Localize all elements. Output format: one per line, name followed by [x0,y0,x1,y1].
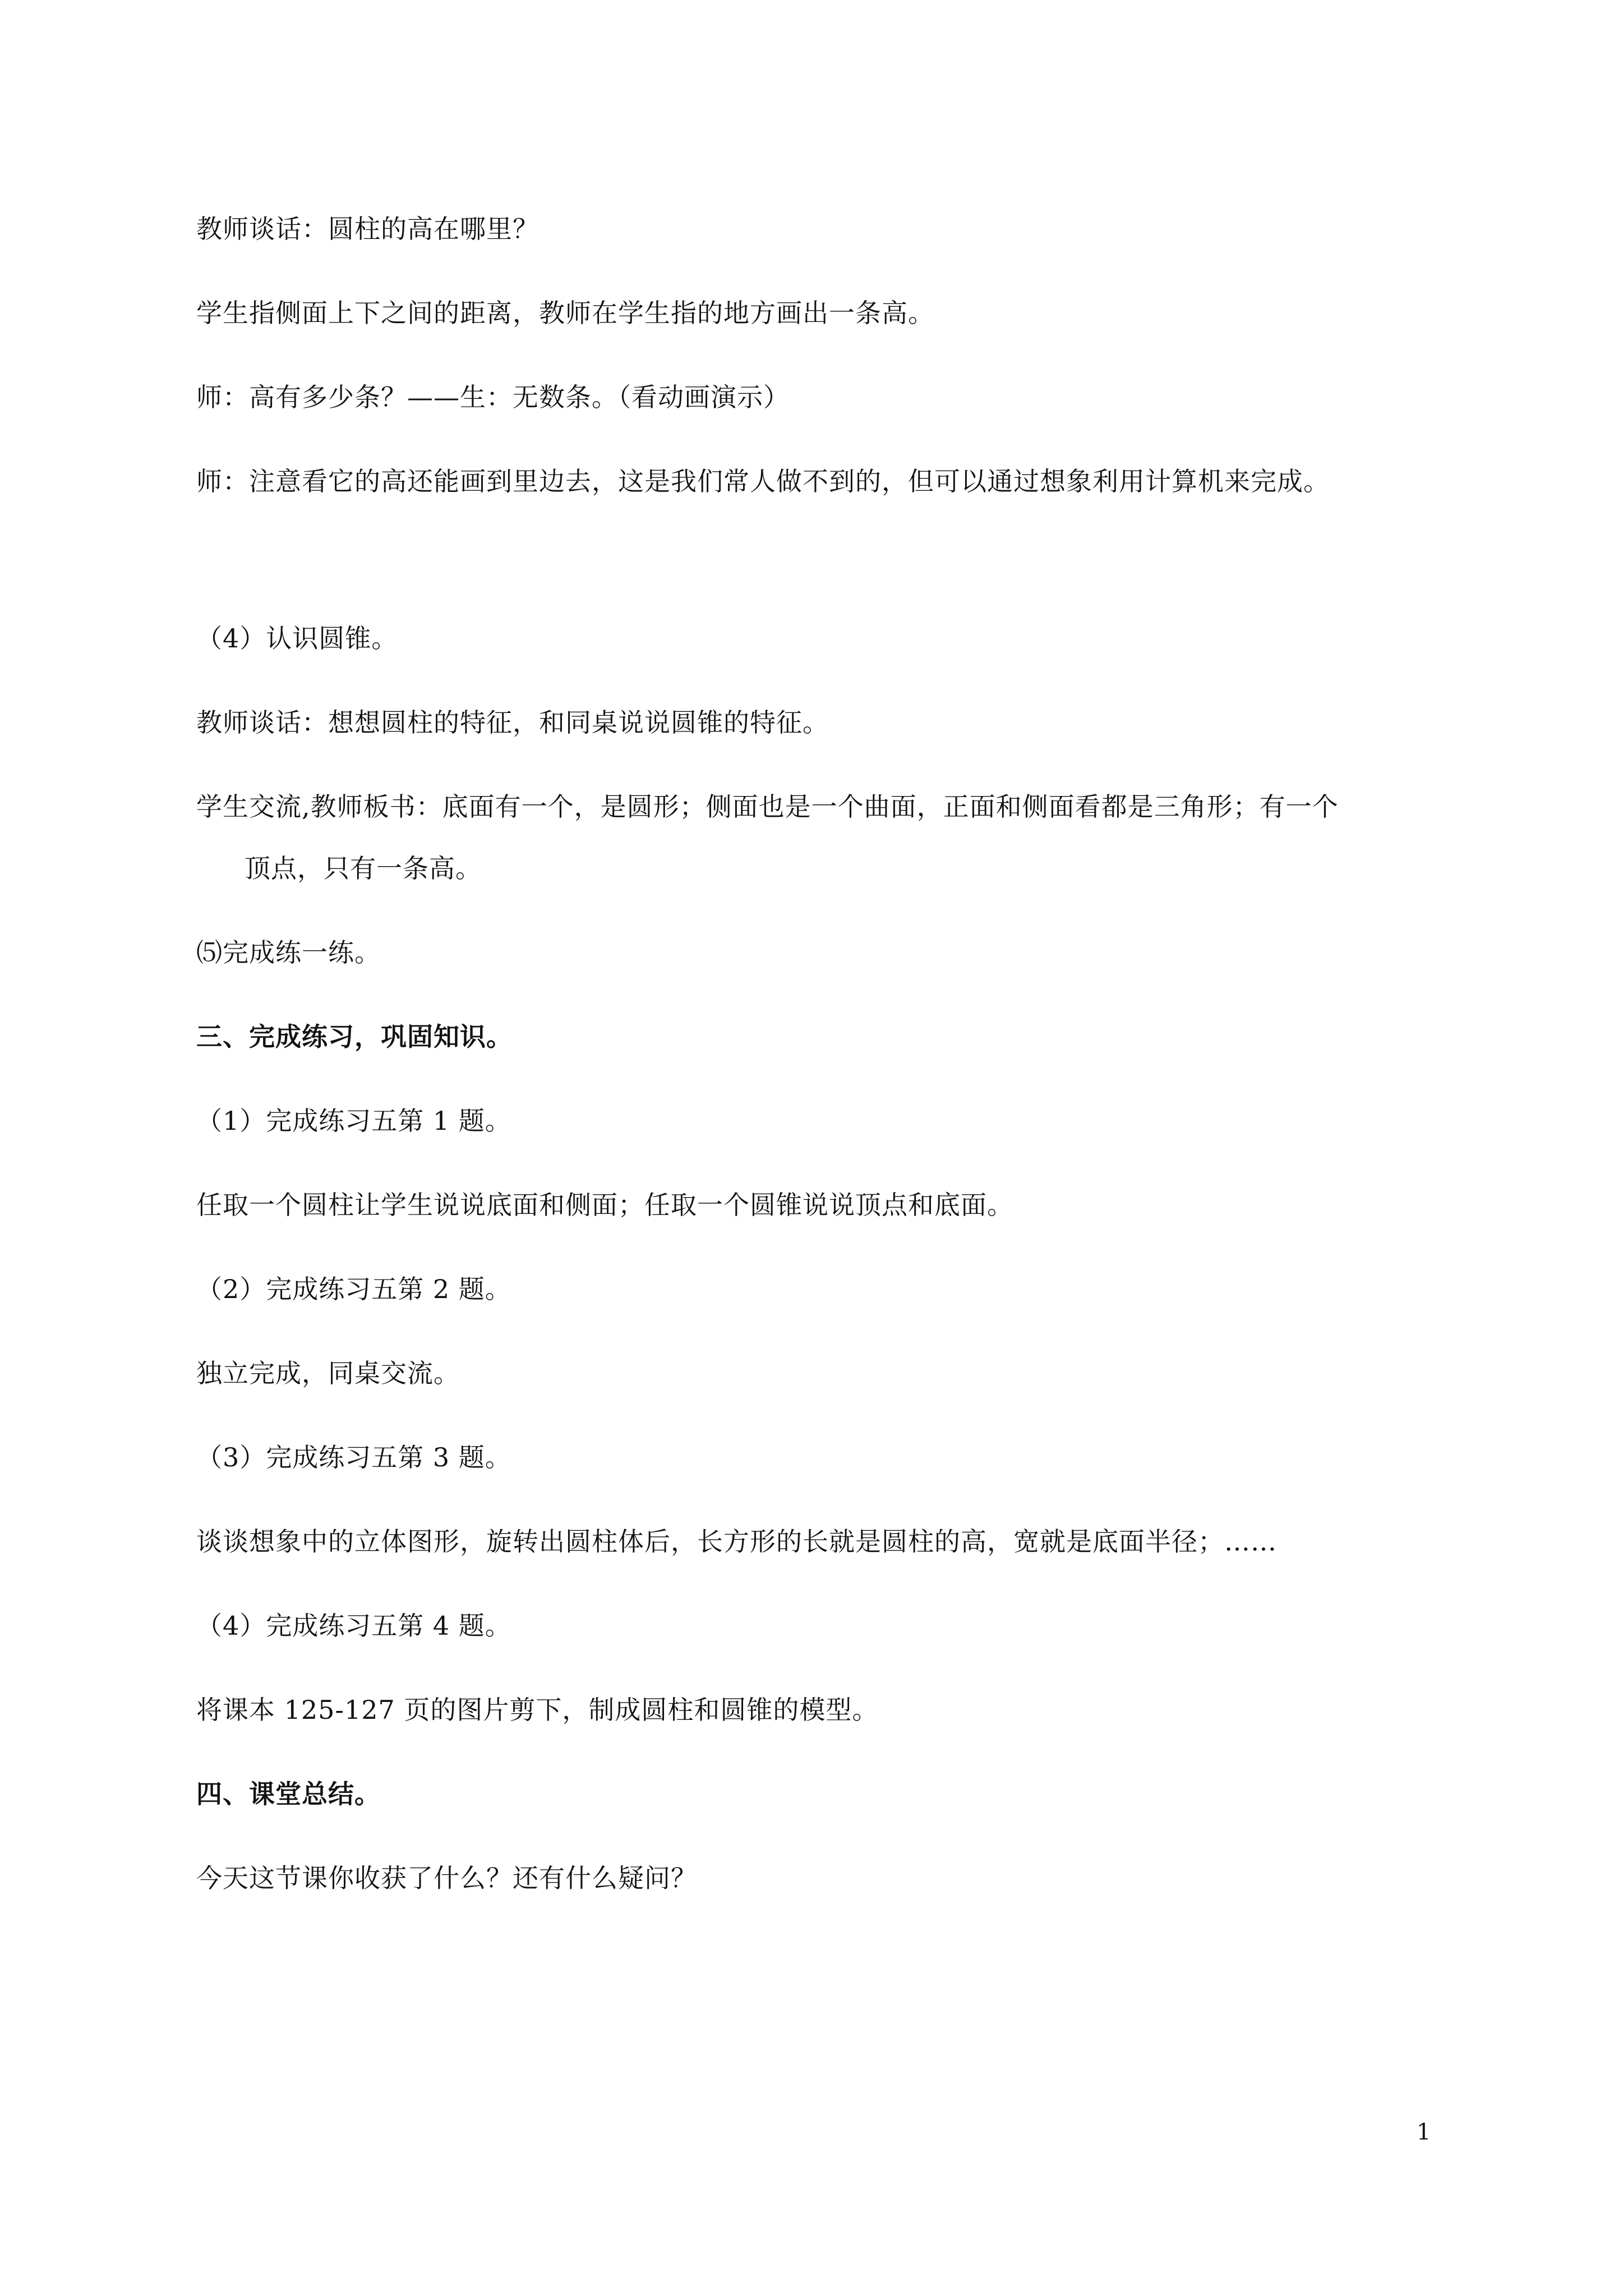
paragraph-teacher-question-height: 教师谈话：圆柱的高在哪里？ [196,214,539,244]
section-heading-exercises: 三、完成练习，巩固知识。 [196,1022,513,1052]
paragraph-how-many-heights: 师：高有多少条？——生：无数条。（看动画演示） [196,382,790,412]
exercise-1-body: 任取一个圆柱让学生说说底面和侧面；任取一个圆锥说说顶点和底面。 [196,1190,1013,1220]
subheading-recognize-cone: （4）认识圆锥。 [196,623,398,654]
paragraph-student-points-side: 学生指侧面上下之间的距离，教师在学生指的地方画出一条高。 [196,298,934,328]
paragraph-board-writing-continued: 顶点，只有一条高。 [245,853,482,884]
exercise-4-body: 将课本 125-127 页的图片剪下，制成圆柱和圆锥的模型。 [196,1695,879,1725]
section-heading-summary: 四、课堂总结。 [196,1779,381,1809]
paragraph-cone-features-talk: 教师谈话：想想圆柱的特征，和同桌说说圆锥的特征。 [196,707,829,738]
exercise-2-body: 独立完成，同桌交流。 [196,1358,460,1388]
paragraph-practice: ⑸完成练一练。 [196,937,381,968]
paragraph-board-writing: 学生交流,教师板书：底面有一个，是圆形；侧面也是一个曲面，正面和侧面看都是三角形；有一个 [196,792,1339,822]
paragraph-height-inside: 师：注意看它的高还能画到里边去，这是我们常人做不到的，但可以通过想象利用计算机来完成。 [196,466,1330,496]
exercise-2-title: （2）完成练习五第 2 题。 [196,1274,511,1304]
page-number: 1 [1417,2119,1431,2145]
exercise-1-title: （1）完成练习五第 1 题。 [196,1106,511,1136]
exercise-3-title: （3）完成练习五第 3 题。 [196,1442,511,1473]
exercise-4-title: （4）完成练习五第 4 题。 [196,1611,511,1641]
paragraph-summary-question: 今天这节课你收获了什么？还有什么疑问？ [196,1863,697,1893]
exercise-3-body: 谈谈想象中的立体图形，旋转出圆柱体后，长方形的长就是圆柱的高，宽就是底面半径；…… [196,1526,1277,1557]
